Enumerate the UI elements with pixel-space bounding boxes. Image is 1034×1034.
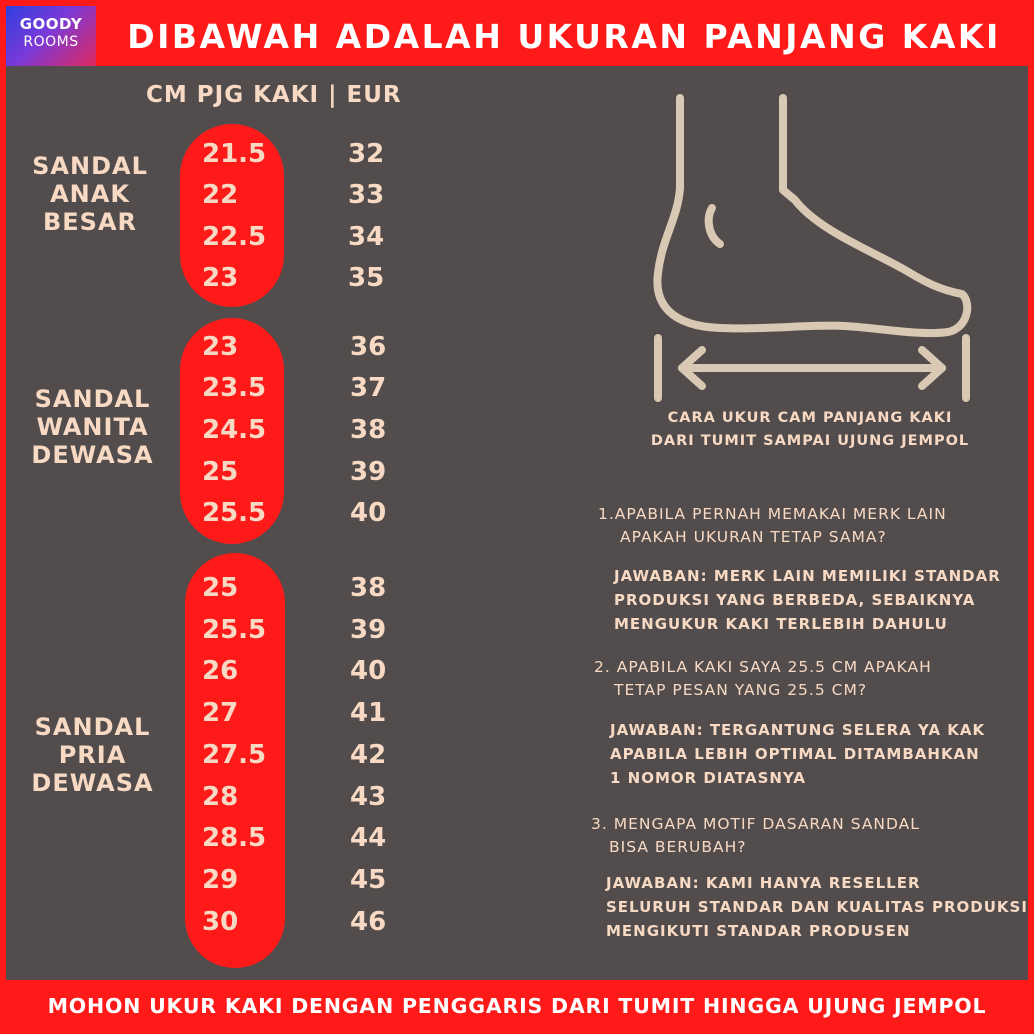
cm-value: 23 [202, 332, 239, 362]
label-line: SANDAL [34, 385, 151, 413]
question-line: APAKAH UKURAN TETAP SAMA? [620, 528, 887, 546]
eur-value: 44 [350, 823, 387, 853]
eur-value: 40 [350, 656, 387, 686]
faq-question-3 [591, 813, 920, 859]
cm-value: 30 [202, 907, 239, 937]
answer-line: MENGIKUTI STANDAR PRODUSEN [606, 922, 911, 940]
group-label [20, 152, 160, 236]
answer-line: 1 NOMOR DIATASNYA [610, 769, 806, 787]
answer-line: JAWABAN: MERK LAIN MEMILIKI STANDAR [614, 567, 1001, 585]
eur-value: 42 [350, 740, 387, 770]
cm-value: 24.5 [202, 415, 267, 445]
page-title: DIBAWAH ADALAH UKURAN PANJANG KAKI [127, 16, 1001, 56]
group-label [20, 385, 165, 469]
cm-value: 23 [202, 263, 239, 293]
answer-line: PRODUKSI YANG BERBEDA, SEBAIKNYA [614, 591, 976, 609]
label-line: DEWASA [31, 441, 154, 469]
cm-value: 25 [202, 457, 239, 487]
eur-value: 40 [350, 498, 387, 528]
faq-answer-2 [610, 718, 985, 790]
cm-value: 25.5 [202, 615, 267, 645]
label-line: SANDAL [32, 152, 148, 180]
answer-line: MENGUKUR KAKI TERLEBIH DAHULU [614, 615, 948, 633]
question-line: TETAP PESAN YANG 25.5 CM? [614, 681, 868, 699]
label-line: PRIA [58, 741, 127, 769]
label-line: SANDAL [34, 713, 151, 741]
eur-value: 43 [350, 782, 387, 812]
howto-line-2: DARI TUMIT SAMPAI UJUNG JEMPOL [650, 433, 970, 449]
faq-question-1 [598, 503, 947, 549]
label-line: DEWASA [31, 769, 154, 797]
question-line: BISA BERUBAH? [609, 838, 747, 856]
answer-line: JAWABAN: TERGANTUNG SELERA YA KAK [610, 721, 986, 739]
cm-value: 22 [202, 180, 239, 210]
eur-value: 32 [348, 139, 385, 169]
brand-line1: GOODY [19, 15, 83, 33]
size-column-header: CM PJG KAKI | EUR [146, 82, 402, 108]
cm-value: 23.5 [202, 373, 267, 403]
faq-answer-1 [614, 564, 1001, 636]
label-line: WANITA [36, 413, 149, 441]
eur-value: 39 [350, 615, 387, 645]
eur-value: 35 [348, 263, 385, 293]
cm-value: 25.5 [202, 498, 267, 528]
cm-value: 25 [202, 573, 239, 603]
cm-value: 28.5 [202, 823, 267, 853]
answer-line: APABILA LEBIH OPTIMAL DITAMBAHKAN [610, 745, 980, 763]
brand-line2: ROOMS [23, 34, 79, 50]
brand-logo [6, 6, 96, 66]
question-line: 2. APABILA KAKI SAYA 25.5 CM APAKAH [594, 658, 932, 676]
label-line: BESAR [42, 208, 138, 236]
group-label [20, 713, 165, 797]
eur-value: 45 [350, 865, 387, 895]
cm-value: 29 [202, 865, 239, 895]
foot-measure-icon [650, 88, 980, 403]
cm-value: 26 [202, 656, 239, 686]
eur-value: 39 [350, 457, 387, 487]
eur-value: 38 [350, 415, 387, 445]
cm-value: 27 [202, 698, 239, 728]
eur-value: 33 [348, 180, 385, 210]
eur-value: 46 [350, 907, 387, 937]
howto-line-1: CARA UKUR CAM PANJANG KAKI [667, 410, 953, 426]
faq-question-2 [594, 656, 932, 702]
answer-line: SELURUH STANDAR DAN KUALITAS PRODUKSI [606, 898, 1028, 916]
eur-value: 36 [350, 332, 387, 362]
eur-value: 34 [348, 222, 385, 252]
eur-value: 41 [350, 698, 387, 728]
cm-value: 28 [202, 782, 239, 812]
eur-value: 37 [350, 373, 387, 403]
answer-line: JAWABAN: KAMI HANYA RESELLER [606, 874, 921, 892]
cm-value: 22.5 [202, 222, 267, 252]
eur-value: 38 [350, 573, 387, 603]
footer-instruction: MOHON UKUR KAKI DENGAN PENGGARIS DARI TUMIT HINGGA UJUNG JEMPOL [47, 994, 987, 1018]
question-line: 1.APABILA PERNAH MEMAKAI MERK LAIN [598, 505, 947, 523]
faq-answer-3 [606, 871, 1028, 943]
question-line: 3. MENGAPA MOTIF DASARAN SANDAL [591, 815, 920, 833]
cm-value: 27.5 [202, 740, 267, 770]
label-line: ANAK [50, 180, 130, 208]
cm-value: 21.5 [202, 139, 267, 169]
